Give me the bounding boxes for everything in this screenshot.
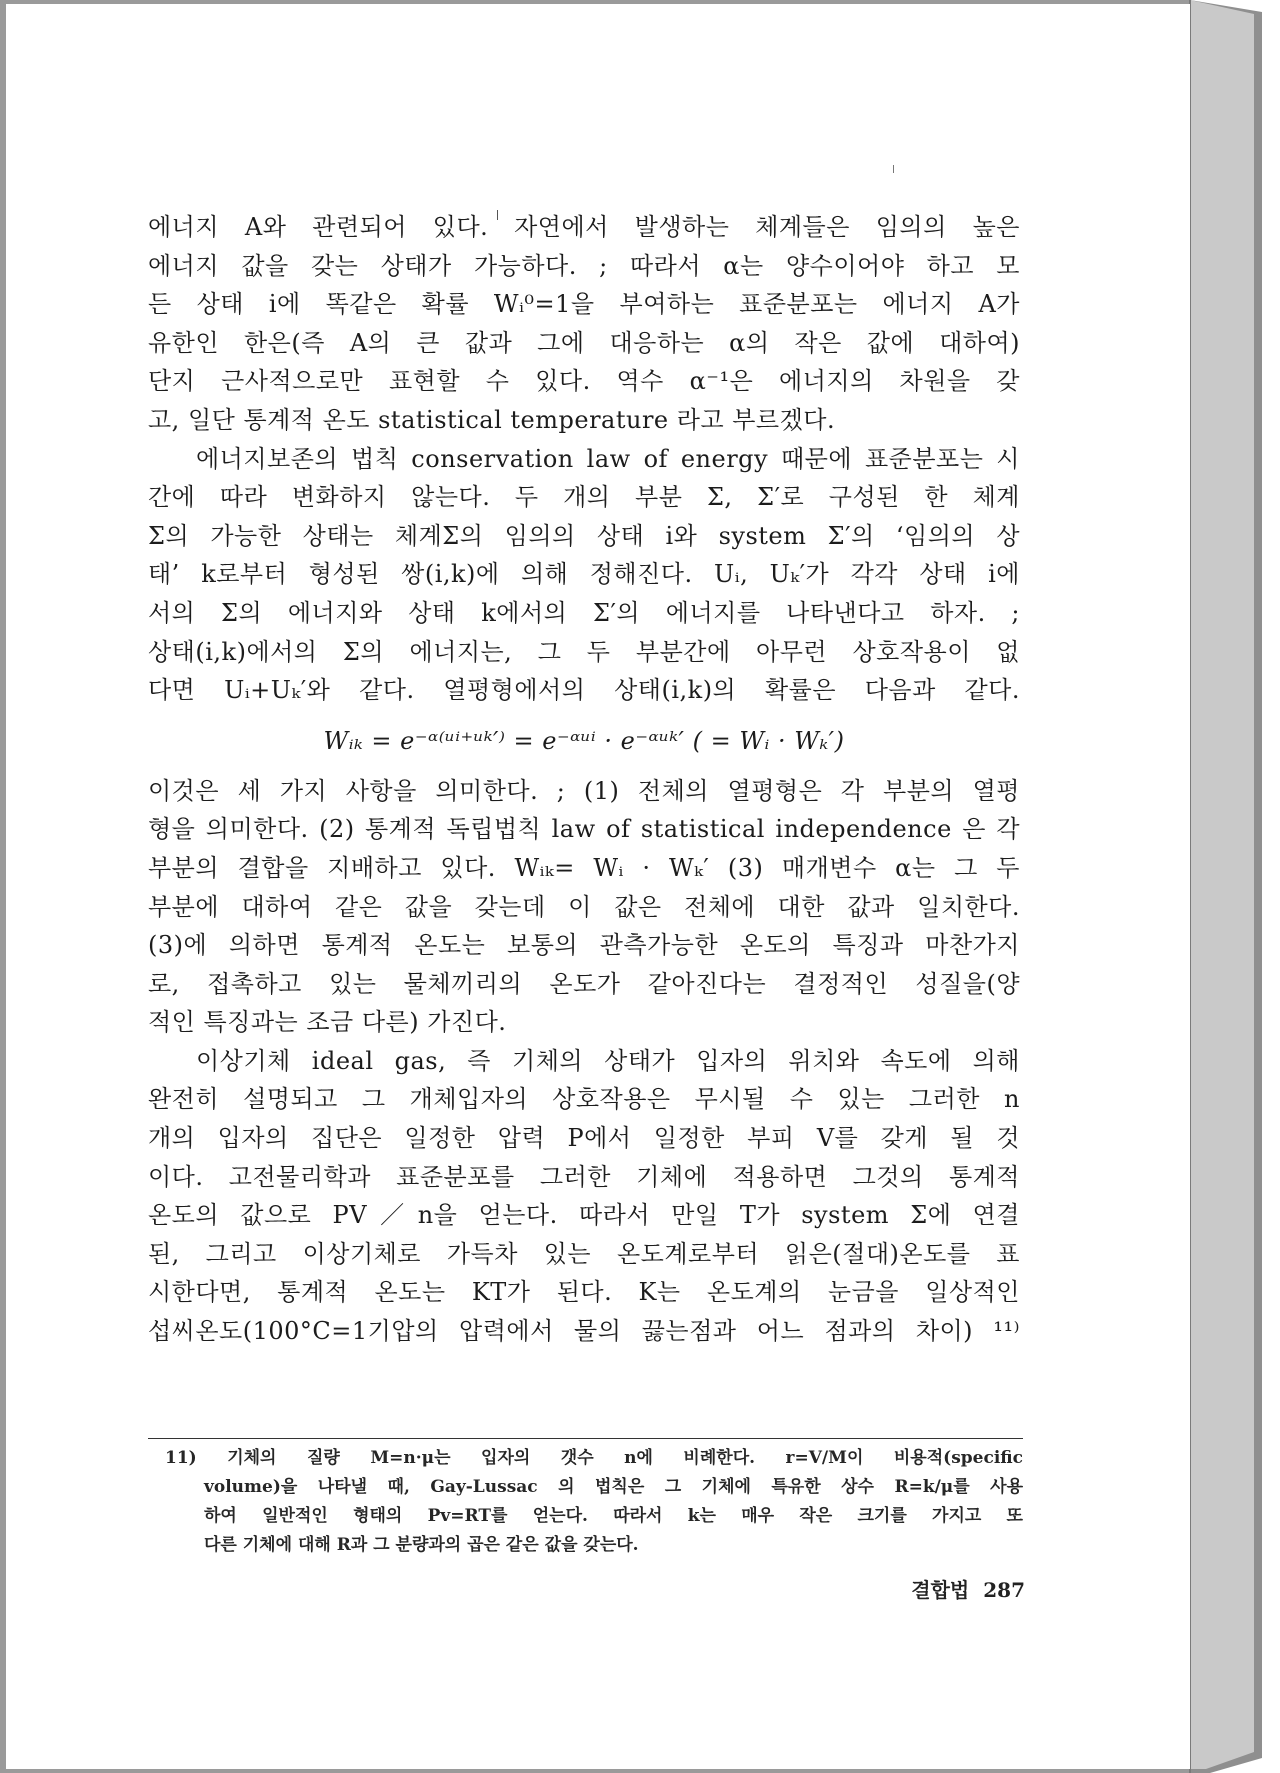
page-frame-bottom (0, 1769, 1210, 1773)
text-line: 시한다면, 통계적 온도는 KT가 된다. K는 온도계의 눈금을 일상적인 (148, 1278, 1020, 1307)
text-line: 적인 특징과는 조금 다른) 가진다. (148, 1008, 507, 1037)
text-line: 다면 Uᵢ+Uₖ′와 같다. 열평형에서의 상태(i,k)의 확률은 다음과 같다. (148, 676, 1020, 705)
text-line: 형을 의미한다. (2) 통계적 독립법칙 law of statistical independence 은 각 (148, 815, 1020, 844)
text-line: 온도의 값으로 PV／n을 얻는다. 따라서 만일 T가 system Σ에 연결 (148, 1201, 1020, 1230)
footnote-line: 11) 기체의 질량 M=n·μ는 입자의 갯수 n에 비례한다. r=V/M이 비용적(specific (165, 1448, 1023, 1468)
text-line: 로, 접촉하고 있는 물체끼리의 온도가 같아진다는 결정적인 성질을(양 (148, 969, 1020, 998)
text-line: 이다. 고전물리학과 표준분포를 그러한 기체에 적용하면 그것의 통계적 (148, 1162, 1020, 1191)
footnote-separator (148, 1438, 1023, 1439)
footnote-line: 다른 기체에 대해 R과 그 분량과의 곱은 같은 값을 갖는다. (204, 1535, 639, 1555)
text-line: 유한인 한은(즉 A의 큰 값과 그에 대응하는 α의 작은 값에 대하여) (148, 328, 1020, 357)
text-line: 든 상태 i에 똑같은 확률 Wᵢ⁰=1을 부여하는 표준분포는 에너지 A가 (148, 290, 1020, 319)
text-line: 상태(i,k)에서의 Σ의 에너지는, 그 두 부분간에 아무런 상호작용이 없 (148, 637, 1020, 666)
text-line: 부분에 대하여 같은 값을 갖는데 이 값은 전체에 대한 값과 일치한다. (148, 892, 1020, 921)
text-line: 완전히 설명되고 그 개체입자의 상호작용은 무시될 수 있는 그러한 n (148, 1085, 1020, 1114)
text-line: (3)에 의하면 통계적 온도는 보통의 관측가능한 온도의 특징과 마찬가지 (148, 931, 1020, 960)
text-line: Σ의 가능한 상태는 체계Σ의 임의의 상태 i와 system Σ′의 ‘임의의 상 (148, 521, 1020, 550)
paragraph-start: 이상기체 ideal gas, 즉 기체의 상태가 입자의 위치와 속도에 의해 (196, 1046, 1020, 1075)
text-line: 고, 일단 통계적 온도 statistical temperature 라고 부르겠다. (148, 405, 836, 434)
print-speck (893, 165, 894, 173)
text-line: 개의 입자의 집단은 일정한 압력 P에서 일정한 부피 V를 갖게 될 것 (148, 1124, 1020, 1153)
text-line: 에너지 A와 관련되어 있다. 자연에서 발생하는 체계들은 임의의 높은 (148, 213, 1020, 241)
section-title: 결합법 (911, 1578, 970, 1602)
page-number: 287 (983, 1578, 1025, 1602)
text-line: 태’ k로부터 형성된 쌍(i,k)에 의해 정해진다. Uᵢ, Uₖ′가 각각 상태 i에 (148, 560, 1020, 589)
main-text (148, 208, 1020, 1351)
running-footer (855, 1574, 1025, 1603)
text-line: 된, 그리고 이상기체로 가득차 있는 온도계로부터 읽은(절대)온도를 표 (148, 1239, 1020, 1268)
text-line: 단지 근사적으로만 표현할 수 있다. 역수 α⁻¹은 에너지의 차원을 갖 (148, 367, 1020, 396)
text-line: 서의 Σ의 에너지와 상태 k에서의 Σ′의 에너지를 나타낸다고 하자. ; (148, 598, 1020, 627)
footnote-line: 하여 일반적인 형태의 Pv=RT를 얻는다. 따라서 k는 매우 작은 크기를 가지고 또 (204, 1506, 1023, 1526)
footnote-11 (165, 1444, 1023, 1560)
text-line: 에너지 값을 갖는 상태가 가능하다. ; 따라서 α는 양수이어야 하고 모 (148, 251, 1020, 280)
footnote-line: volume)을 나타낼 때, Gay-Lussac 의 법칙은 그 기체에 특유한 상수 R=k/μ를 사용 (204, 1477, 1023, 1497)
probability-equation: Wᵢₖ = e⁻ᵅ⁽ᵘⁱ⁺ᵘᵏ′⁾ = e⁻ᵅᵘⁱ · e⁻ᵅᵘᵏ′ ( = Wᵢ · Wₖ′) (323, 726, 845, 755)
text-line: 섭씨온도(100°C=1기압의 압력에서 물의 끓는점과 어느 점과의 차이) ¹¹⁾ (148, 1317, 1020, 1346)
paragraph-start: 에너지보존의 법칙 conservation law of energy 때문에 표준분포는 시 (196, 444, 1020, 473)
text-line: 부분의 결합을 지배하고 있다. Wᵢₖ= Wᵢ · Wₖ′ (3) 매개변수 α는 그 두 (148, 853, 1020, 882)
text-line: 간에 따라 변화하지 않는다. 두 개의 부분 Σ, Σ′로 구성된 한 체계 (148, 483, 1020, 512)
text-line: 이것은 세 가지 사항을 의미한다. ; (1) 전체의 열평형은 각 부분의 열평 (148, 776, 1020, 805)
